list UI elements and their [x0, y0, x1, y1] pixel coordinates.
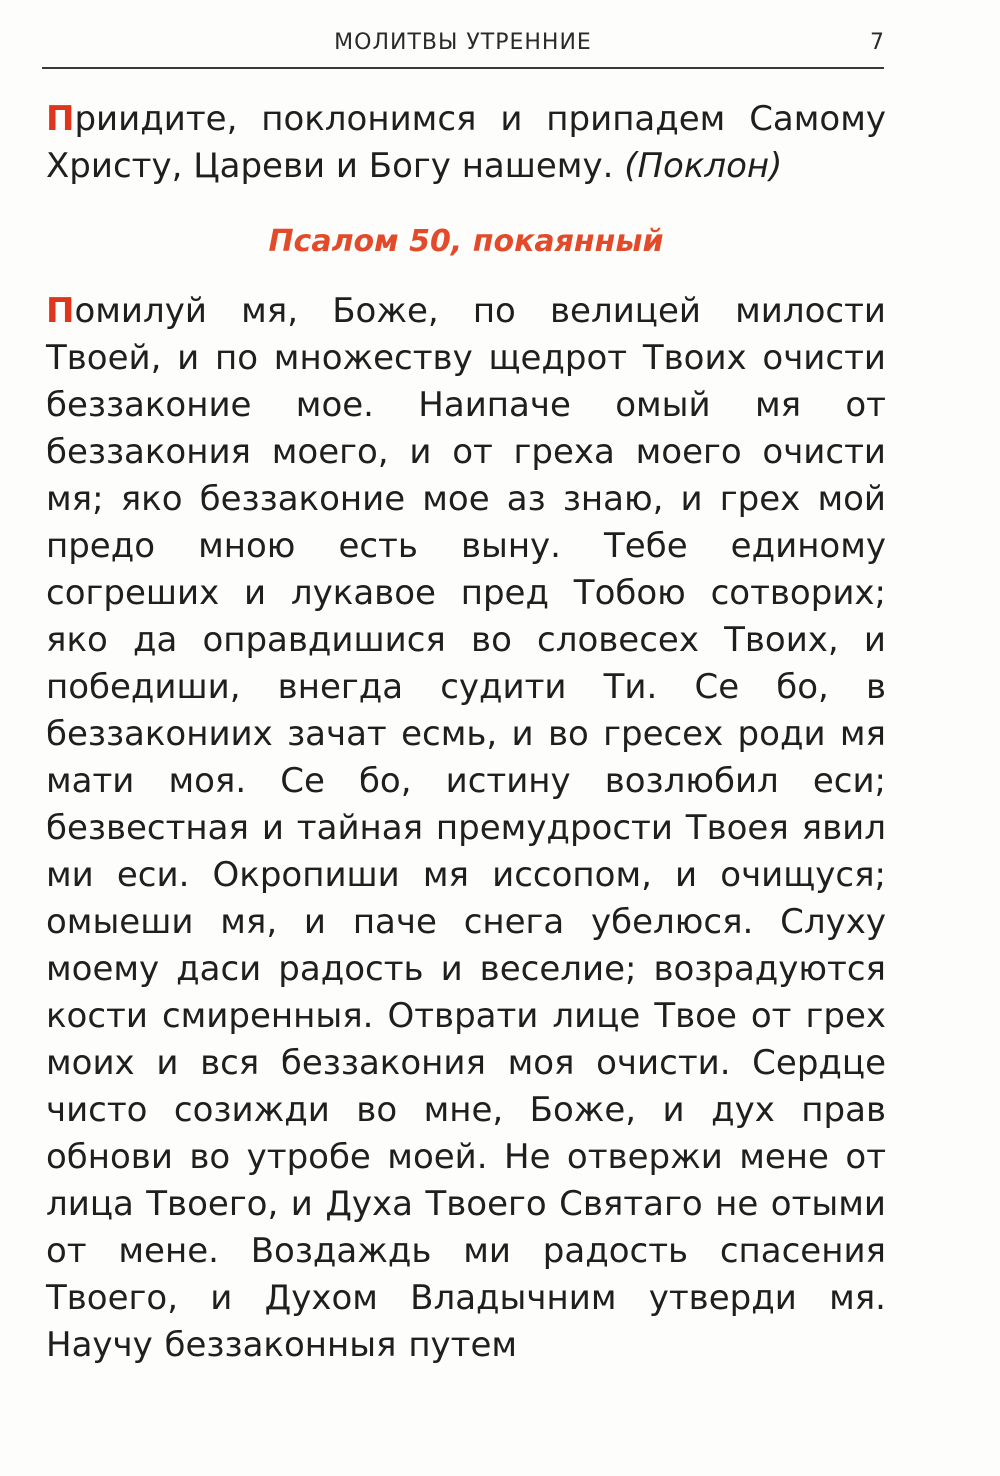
psalm-initial: П: [46, 291, 75, 331]
page-number: 7: [870, 30, 884, 55]
running-header: [42, 28, 884, 68]
running-title: МОЛИТВЫ УТРЕННИЕ: [334, 30, 592, 55]
opening-prayer-text: риидите, поклонимся и припадем Самому Христу, Цареви и Богу нашему.: [46, 99, 886, 186]
opening-prayer-initial: П: [46, 99, 75, 139]
psalm-body: омилуй мя, Боже, по велицей милости Твоей, и по множеству щедрот Твоих очисти беззаконие мое. Наипаче омый мя от беззакония моего, и от греха моего очисти мя; яко беззаконие мое аз знаю, и грех мой предо мною есть выну. Тебе единому согреших и лукавое пред Тобою сотворих; яко да оправдишися во словесех Твоих, и победиши, внегда судити Ти. Се бо, в беззакониих зачат есмь, и во гресех роди мя мати моя. Се бо, истину возлюбил еси; безвестная и тайная премудрости Твоея явил ми еси. Окропиши мя иссопом, и очищуся; омыеши мя, и паче снега убелюся. Слуху моему даси радость и веселие; возрадуются кости смиренныя. Отврати лице Твое от грех моих и вся беззакония моя очисти. Сердце чисто созижди во мне, Боже, и дух прав обнови во утробе моей. Не отвержи мене от лица Твоего, и Духа Твоего Святаго не отыми от мене. Воздаждь ми радость спасения Твоего, и Духом Владычним утверди мя. Научу беззаконныя путем: [46, 291, 886, 1365]
opening-prayer: [46, 96, 886, 190]
prostration-note: (Поклон): [624, 146, 783, 186]
psalm-text: [46, 288, 886, 1369]
header-rule: [42, 67, 884, 69]
psalm-heading: Псалом 50, покаянный: [268, 224, 664, 259]
